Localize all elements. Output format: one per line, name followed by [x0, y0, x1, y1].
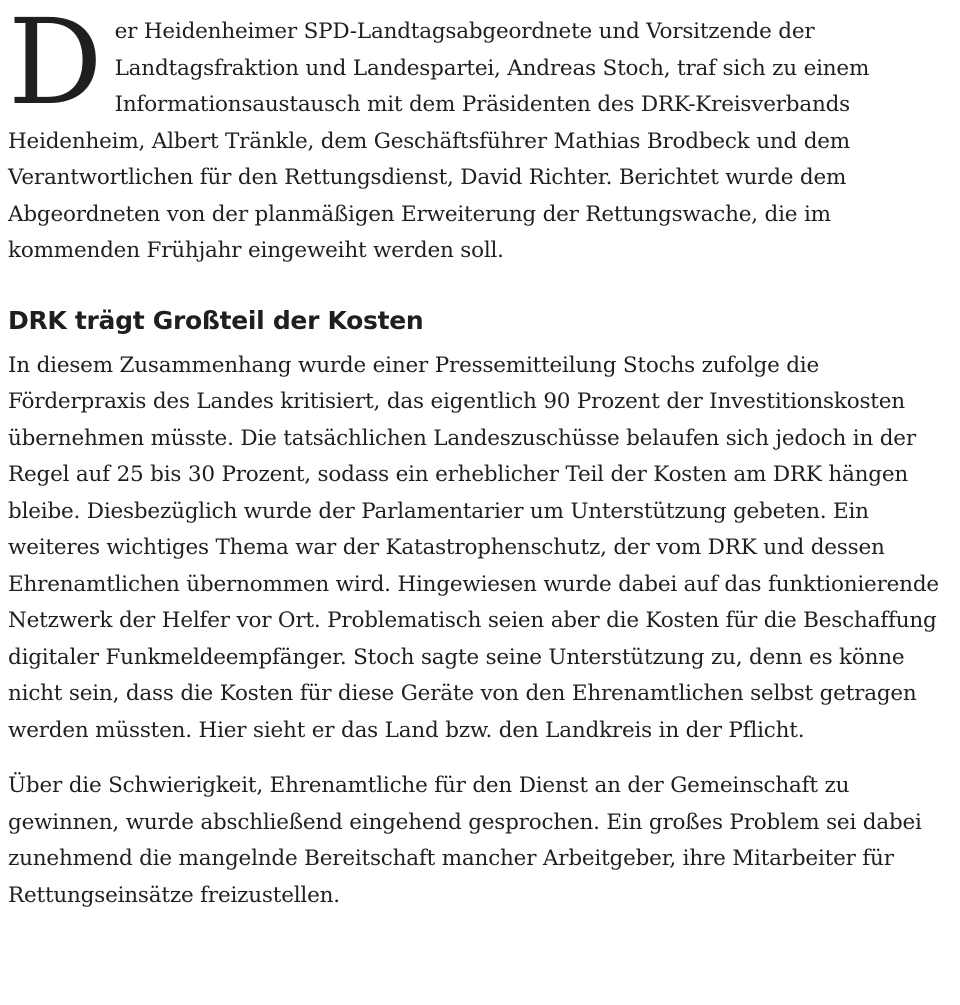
section-heading: DRK trägt Großteil der Kosten [8, 305, 424, 335]
dropcap-letter: D [8, 0, 103, 131]
body-paragraph-2: In diesem Zusammenhang wurde einer Pressemitteilung Stochs zufolge die Förderpraxis des Landes kritisiert, das eigentlich 90 Prozent der Investitionskosten übernehmen müsste. Die tatsächlichen Landeszuschüsse belaufen sich jedoch in der Regel auf 25 bis 30 Prozent, sodass ein erheblicher Teil der Kosten am DRK hängen bleibe. Diesbezüglich wurde der Parlamentarier um Unterstützung gebeten. Ein weiteres wichtiges Thema war der Katastrophenschutz, der vom DRK und dessen Ehrenamtlichen übernommen wird. Hingewiesen wurde dabei auf das funktionierende Netzwerk der Helfer vor Ort. Problematisch seien aber die Kosten für die Beschaffung digitaler Funkmeldeempfänger. Stoch sagte seine Unterstützung zu, denn es könne nicht sein, dass die Kosten für diese Geräte von den Ehrenamtlichen selbst getragen werden müssten. Hier sieht er das Land bzw. den Landkreis in der Pflicht. [8, 352, 939, 743]
body-paragraph-3: Über die Schwierigkeit, Ehrenamtliche für den Dienst an der Gemeinschaft zu gewinnen, wurde abschließend eingehend gesprochen. Ein großes Problem sei dabei zunehmend die mangelnde Bereitschaft mancher Arbeitgeber, ihre Mitarbeiter für Rettungseinsätze freizustellen. [8, 773, 922, 908]
intro-text: er Heidenheimer SPD-Landtagsabgeordnete und Vorsitzende der Landtagsfraktion und Landespartei, Andreas Stoch, traf sich zu einem Informationsaustausch mit dem Präsidenten des DRK-Kreisverbands Heidenheim, Albert Tränkle, dem Geschäftsführer Mathias Brodbeck und dem Verantwortlichen für den Rettungsdienst, David Richter. Berichtet wurde dem Abgeordneten von der planmäßigen Erweiterung der Rettungswache, die im kommenden Frühjahr eingeweiht werden soll. [8, 19, 870, 263]
intro-paragraph [8, 0, 953, 270]
article-body [8, 0, 953, 914]
